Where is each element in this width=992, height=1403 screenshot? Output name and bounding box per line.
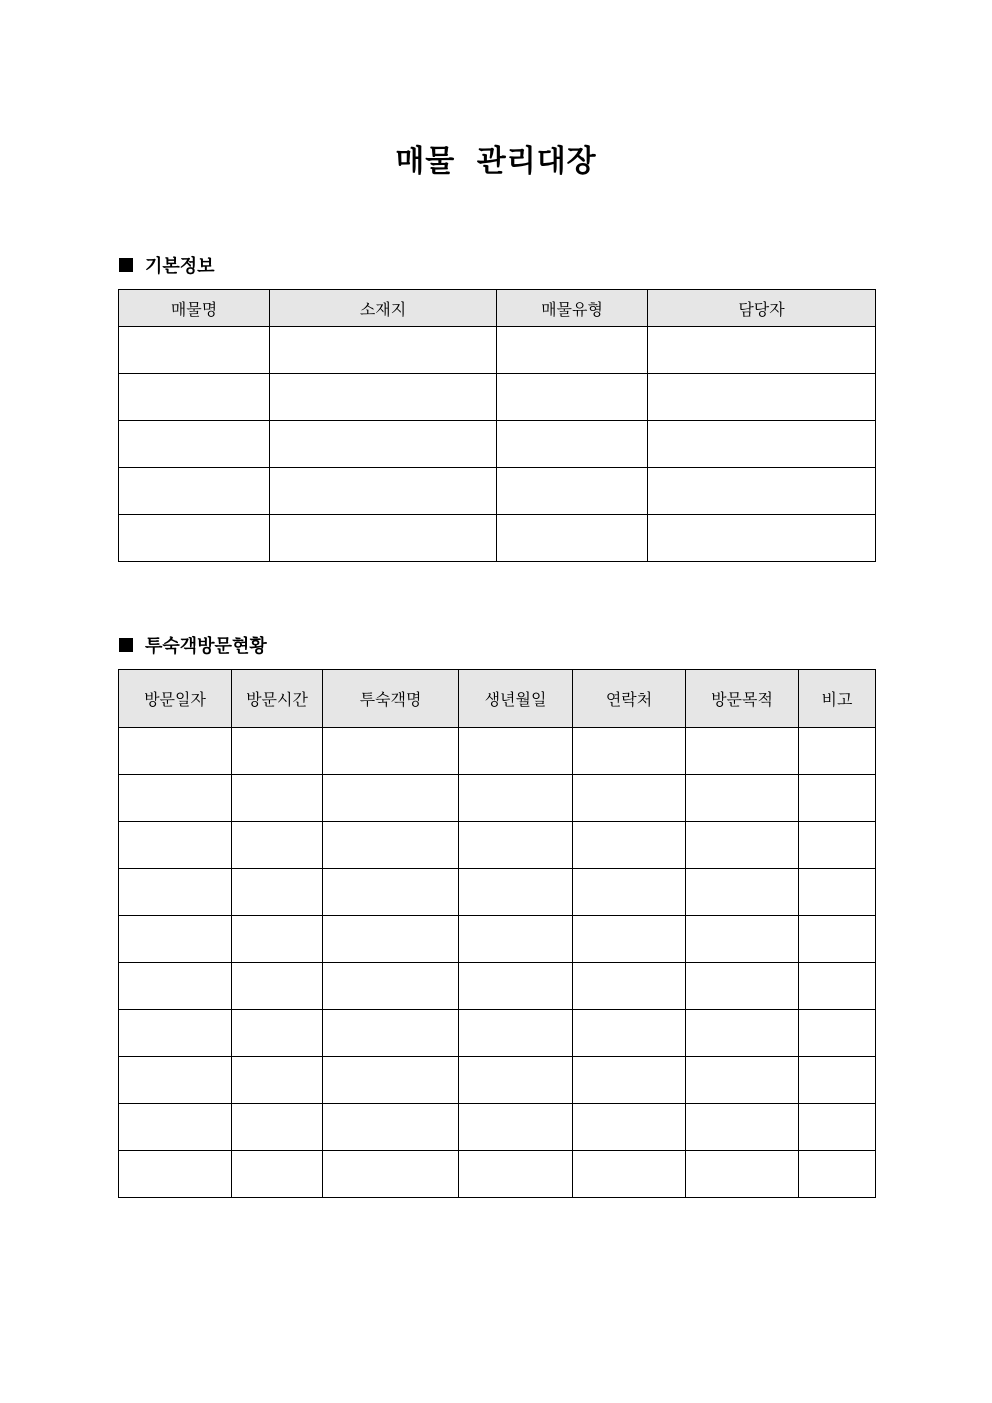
table-cell[interactable] — [270, 515, 497, 562]
table-cell[interactable] — [686, 822, 799, 869]
table-cell[interactable] — [686, 728, 799, 775]
table-cell[interactable] — [573, 1057, 686, 1104]
table-cell[interactable] — [573, 1010, 686, 1057]
column-header-birth-date: 생년월일 — [459, 670, 573, 728]
table-cell[interactable] — [799, 1010, 876, 1057]
table-header-row — [119, 290, 876, 327]
table-cell[interactable] — [323, 1057, 459, 1104]
table-cell[interactable] — [119, 374, 270, 421]
table-cell[interactable] — [459, 1104, 573, 1151]
table-cell[interactable] — [686, 775, 799, 822]
table-cell[interactable] — [232, 869, 323, 916]
table-cell[interactable] — [799, 822, 876, 869]
table-cell[interactable] — [270, 468, 497, 515]
table-cell[interactable] — [573, 1104, 686, 1151]
table-row — [119, 1104, 876, 1151]
section-heading-basic-info — [119, 252, 215, 278]
table-row — [119, 728, 876, 775]
table-cell[interactable] — [799, 1151, 876, 1198]
table-cell[interactable] — [459, 775, 573, 822]
table-cell[interactable] — [573, 869, 686, 916]
table-cell[interactable] — [497, 468, 648, 515]
column-header-property-type: 매물유형 — [497, 290, 648, 327]
table-cell[interactable] — [799, 775, 876, 822]
table-cell[interactable] — [119, 421, 270, 468]
table-row — [119, 1151, 876, 1198]
table-row — [119, 869, 876, 916]
table-cell[interactable] — [119, 963, 232, 1010]
table-cell[interactable] — [323, 775, 459, 822]
table-cell[interactable] — [648, 421, 876, 468]
table-cell[interactable] — [232, 775, 323, 822]
table-cell[interactable] — [232, 916, 323, 963]
table-cell[interactable] — [686, 963, 799, 1010]
table-cell[interactable] — [686, 1057, 799, 1104]
table-cell[interactable] — [232, 728, 323, 775]
table-cell[interactable] — [459, 822, 573, 869]
table-cell[interactable] — [459, 1010, 573, 1057]
table-cell[interactable] — [119, 1104, 232, 1151]
table-cell[interactable] — [686, 1104, 799, 1151]
table-row — [119, 374, 876, 421]
table-cell[interactable] — [323, 916, 459, 963]
table-cell[interactable] — [270, 327, 497, 374]
table-cell[interactable] — [232, 963, 323, 1010]
table-row — [119, 822, 876, 869]
column-header-contact: 연락처 — [573, 670, 686, 728]
table-row — [119, 775, 876, 822]
table-cell[interactable] — [119, 916, 232, 963]
table-cell[interactable] — [686, 869, 799, 916]
section-heading-label: 기본정보 — [145, 256, 215, 277]
table-cell[interactable] — [323, 963, 459, 1010]
table-row — [119, 1010, 876, 1057]
column-header-manager: 담당자 — [648, 290, 876, 327]
table-row — [119, 468, 876, 515]
table-row — [119, 515, 876, 562]
table-cell[interactable] — [119, 775, 232, 822]
table-cell[interactable] — [459, 916, 573, 963]
table-cell[interactable] — [232, 1151, 323, 1198]
basic-info-table — [118, 289, 876, 562]
table-cell[interactable] — [119, 327, 270, 374]
table-cell[interactable] — [119, 869, 232, 916]
table-row — [119, 963, 876, 1010]
table-cell[interactable] — [648, 515, 876, 562]
guest-visits-table — [118, 669, 876, 1198]
square-bullet-icon — [119, 638, 133, 652]
table-cell[interactable] — [497, 327, 648, 374]
table-cell[interactable] — [799, 963, 876, 1010]
table-cell[interactable] — [459, 728, 573, 775]
column-header-visit-date: 방문일자 — [119, 670, 232, 728]
column-header-property-name: 매물명 — [119, 290, 270, 327]
table-cell[interactable] — [459, 963, 573, 1010]
table-cell[interactable] — [799, 869, 876, 916]
table-row — [119, 1057, 876, 1104]
table-cell[interactable] — [799, 916, 876, 963]
square-bullet-icon — [119, 258, 133, 272]
table-cell[interactable] — [799, 1104, 876, 1151]
table-cell[interactable] — [119, 1010, 232, 1057]
table-cell[interactable] — [648, 468, 876, 515]
column-header-visit-time: 방문시간 — [232, 670, 323, 728]
table-cell[interactable] — [232, 1104, 323, 1151]
table-cell[interactable] — [270, 421, 497, 468]
table-cell[interactable] — [323, 728, 459, 775]
table-cell[interactable] — [323, 1010, 459, 1057]
table-cell[interactable] — [799, 728, 876, 775]
table-cell[interactable] — [459, 869, 573, 916]
table-cell[interactable] — [497, 421, 648, 468]
table-cell[interactable] — [119, 1151, 232, 1198]
table-row — [119, 916, 876, 963]
table-cell[interactable] — [323, 822, 459, 869]
table-header-row — [119, 670, 876, 728]
table-cell[interactable] — [573, 775, 686, 822]
page-title: 매물 관리대장 — [395, 144, 597, 179]
section-heading-label: 투숙객방문현황 — [145, 636, 267, 657]
table-cell[interactable] — [497, 515, 648, 562]
column-header-location: 소재지 — [270, 290, 497, 327]
table-cell[interactable] — [686, 1151, 799, 1198]
table-cell[interactable] — [232, 822, 323, 869]
table-cell[interactable] — [232, 1010, 323, 1057]
section-heading-guest-visits — [119, 632, 267, 658]
table-cell[interactable] — [799, 1057, 876, 1104]
column-header-remarks: 비고 — [799, 670, 876, 728]
column-header-guest-name: 투숙객명 — [323, 670, 459, 728]
table-cell[interactable] — [323, 1151, 459, 1198]
table-cell[interactable] — [686, 1010, 799, 1057]
table-cell[interactable] — [270, 374, 497, 421]
table-cell[interactable] — [648, 327, 876, 374]
table-cell[interactable] — [497, 374, 648, 421]
table-cell[interactable] — [573, 916, 686, 963]
table-cell[interactable] — [119, 1057, 232, 1104]
table-row — [119, 327, 876, 374]
table-cell[interactable] — [573, 1151, 686, 1198]
table-cell[interactable] — [573, 728, 686, 775]
table-cell[interactable] — [648, 374, 876, 421]
table-cell[interactable] — [323, 1104, 459, 1151]
table-cell[interactable] — [119, 468, 270, 515]
table-cell[interactable] — [119, 728, 232, 775]
table-cell[interactable] — [573, 963, 686, 1010]
column-header-visit-purpose: 방문목적 — [686, 670, 799, 728]
table-cell[interactable] — [459, 1057, 573, 1104]
table-cell[interactable] — [119, 822, 232, 869]
table-cell[interactable] — [573, 822, 686, 869]
table-row — [119, 421, 876, 468]
table-cell[interactable] — [686, 916, 799, 963]
table-cell[interactable] — [119, 515, 270, 562]
table-cell[interactable] — [323, 869, 459, 916]
table-cell[interactable] — [232, 1057, 323, 1104]
table-cell[interactable] — [459, 1151, 573, 1198]
